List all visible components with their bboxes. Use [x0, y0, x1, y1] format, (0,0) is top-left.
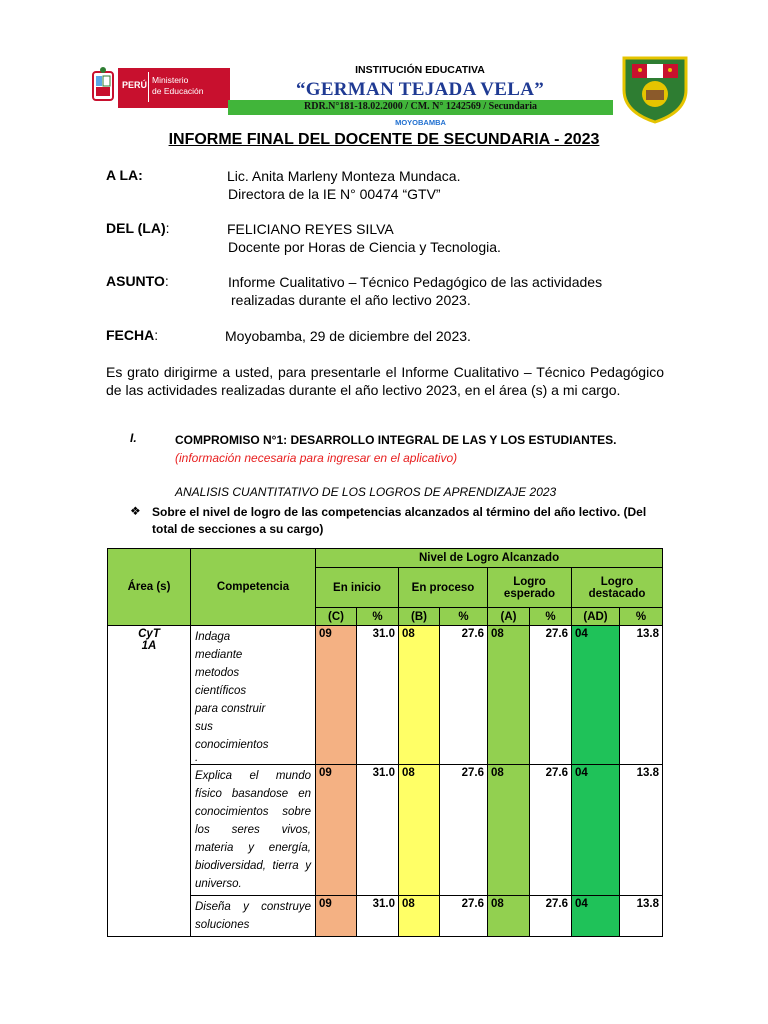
value-b: 08 [399, 626, 440, 765]
value-b-pct: 27.6 [440, 896, 488, 937]
sub-ad: (AD) [572, 608, 620, 626]
analysis-heading: ANALISIS CUANTITATIVO DE LOS LOGROS DE APRENDIZAJE 2023 [175, 485, 557, 499]
competencia-cell: Indaga mediante metodos científicos para construir sus conocimientos . [191, 626, 316, 765]
value-c: 09 [316, 626, 357, 765]
value-ad-pct: 13.8 [620, 765, 663, 896]
sub-b: (B) [399, 608, 440, 626]
header-proceso: En proceso [399, 568, 488, 608]
value-a-pct: 27.6 [530, 896, 572, 937]
subject-label-group: ASUNTO: [106, 273, 169, 289]
bullet-text: Sobre el nivel de logro de las competencias alcanzados al término del año lectivo. (Del total de secciones a su cargo) [152, 505, 647, 536]
value-a-pct: 27.6 [530, 765, 572, 896]
value-ad-pct: 13.8 [620, 896, 663, 937]
table-row [108, 896, 663, 937]
value-b: 08 [399, 765, 440, 896]
page-title: INFORME FINAL DEL DOCENTE DE SECUNDARIA - 2023 [168, 131, 600, 148]
from-label: DEL (LA) [106, 220, 166, 236]
competencia-cell: Diseña y construye soluciones [191, 896, 316, 937]
subject-line2: realizadas durante el año lectivo 2023. [231, 292, 471, 308]
value-a-pct: 27.6 [530, 626, 572, 765]
city-label: MOYOBAMBA [395, 118, 446, 127]
achievement-table [107, 548, 663, 937]
subject-label: ASUNTO [106, 273, 165, 289]
school-crest-icon [618, 50, 692, 124]
peru-shield-icon [90, 66, 116, 106]
school-name: “GERMAN TEJADA VELA” [295, 79, 545, 100]
rdr-line: RDR.N°181-18.02.2000 / CM. N° 1242569 / Secundaria [304, 101, 537, 112]
sub-c-pct: % [357, 608, 399, 626]
sub-b-pct: % [440, 608, 488, 626]
value-a: 08 [488, 626, 530, 765]
header-competencia: Competencia [191, 549, 316, 626]
section-note: (información necesaria para ingresar en el aplicativo) [175, 451, 458, 465]
value-ad: 04 [572, 896, 620, 937]
institution-label: INSTITUCIÓN EDUCATIVA [355, 64, 485, 76]
value-c: 09 [316, 765, 357, 896]
value-c-pct: 31.0 [357, 896, 399, 937]
section-number: I. [130, 431, 137, 445]
table-row [108, 626, 663, 765]
table-row [108, 765, 663, 896]
value-a: 08 [488, 765, 530, 896]
value-b-pct: 27.6 [440, 765, 488, 896]
value-c: 09 [316, 896, 357, 937]
date-label-group: FECHA: [106, 327, 159, 343]
subject-line1: Informe Cualitativo – Técnico Pedagógico de las actividades [228, 274, 603, 290]
diamond-bullet-icon: ❖ [130, 504, 141, 518]
competencia-cell: Explica el mundo físico basandose en conocimientos sobre los seres vivos, materia y energía, biodiversidad, tierra y universo. [191, 765, 316, 896]
to-name: Lic. Anita Marleny Monteza Mundaca. [227, 168, 461, 184]
from-name: FELICIANO REYES SILVA [227, 221, 394, 237]
to-label: A LA: [106, 167, 143, 183]
value-ad: 04 [572, 765, 620, 896]
header-esperado: Logro esperado [488, 568, 572, 608]
logo-ministry: Ministerio de Educación [152, 75, 204, 96]
sub-ad-pct: % [620, 608, 663, 626]
sub-a-pct: % [530, 608, 572, 626]
value-c-pct: 31.0 [357, 765, 399, 896]
value-c-pct: 31.0 [357, 626, 399, 765]
date-value: Moyobamba, 29 de diciembre del 2023. [225, 328, 471, 344]
minedu-logo [88, 64, 228, 112]
value-b-pct: 27.6 [440, 626, 488, 765]
date-label: FECHA [106, 327, 155, 343]
header-area: Área (s) [108, 549, 191, 626]
to-role: Directora de la IE N° 00474 “GTV” [228, 186, 441, 202]
section-title: COMPROMISO N°1: DESARROLLO INTEGRAL DE LAS Y LOS ESTUDIANTES. (información necesaria para ingresar en el aplicativo) [175, 433, 617, 465]
intro-paragraph: Es grato dirigirme a usted, para presentarle el Informe Cualitativo – Técnico Pedagógico de las actividades realizadas durante el año lectivo 2023, en el área (s) a mi cargo. [106, 364, 664, 398]
header-destacado: Logro destacado [572, 568, 663, 608]
from-label-group: DEL (LA): [106, 220, 170, 236]
value-ad-pct: 13.8 [620, 626, 663, 765]
value-ad: 04 [572, 626, 620, 765]
header-inicio: En inicio [316, 568, 399, 608]
area-cell: CyT 1A [108, 626, 191, 937]
value-b: 08 [399, 896, 440, 937]
sub-c: (C) [316, 608, 357, 626]
logo-country: PERÚ [122, 80, 148, 90]
value-a: 08 [488, 896, 530, 937]
sub-a: (A) [488, 608, 530, 626]
header-nivel: Nivel de Logro Alcanzado [316, 549, 663, 568]
from-role: Docente por Horas de Ciencia y Tecnologia. [228, 239, 501, 255]
